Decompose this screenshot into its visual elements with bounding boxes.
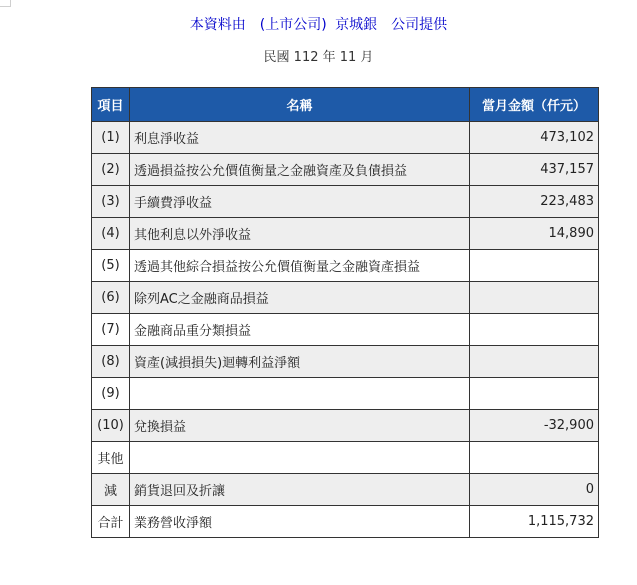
row-item: (7)	[92, 314, 130, 346]
row-name: 銷貨退回及折讓	[130, 474, 470, 506]
row-amount	[470, 378, 599, 410]
provider-line: 本資料由 (上市公司) 京城銀 公司提供	[189, 17, 448, 33]
table-header-row	[92, 88, 599, 122]
column-header-name: 名稱	[130, 88, 470, 122]
table-row	[92, 314, 599, 346]
row-amount	[470, 282, 599, 314]
row-item: (3)	[92, 186, 130, 218]
row-item: (4)	[92, 218, 130, 250]
table-row	[92, 154, 599, 186]
row-item: (1)	[92, 122, 130, 154]
row-amount: 473,102	[470, 122, 599, 154]
row-item: 其他	[92, 442, 130, 474]
table-row	[92, 186, 599, 218]
row-amount: -32,900	[470, 410, 599, 442]
row-name: 其他利息以外淨收益	[130, 218, 470, 250]
row-item: 減	[92, 474, 130, 506]
table-row	[92, 218, 599, 250]
table-row	[92, 250, 599, 282]
row-item: (9)	[92, 378, 130, 410]
corner-mark	[0, 0, 11, 7]
row-amount	[470, 314, 599, 346]
table-row	[92, 474, 599, 506]
row-amount	[470, 346, 599, 378]
row-name: 手續費淨收益	[130, 186, 470, 218]
row-name: 兌換損益	[130, 410, 470, 442]
column-header-amount: 當月金額（仟元）	[470, 88, 599, 122]
row-amount: 223,483	[470, 186, 599, 218]
row-name	[130, 442, 470, 474]
table-row	[92, 378, 599, 410]
column-header-item: 項目	[92, 88, 130, 122]
row-item: (8)	[92, 346, 130, 378]
report-period: 民國 112 年 11 月	[263, 50, 374, 65]
table-row	[92, 122, 599, 154]
row-name: 業務營收淨額	[130, 506, 470, 538]
row-name: 利息淨收益	[130, 122, 470, 154]
row-amount	[470, 250, 599, 282]
row-name: 資產(減損損失)迴轉利益淨額	[130, 346, 470, 378]
table-row	[92, 442, 599, 474]
table-row	[92, 410, 599, 442]
revenue-table	[91, 87, 599, 538]
row-item: (5)	[92, 250, 130, 282]
row-item: (2)	[92, 154, 130, 186]
row-item: 合計	[92, 506, 130, 538]
row-amount	[470, 442, 599, 474]
row-amount: 14,890	[470, 218, 599, 250]
table-row-total	[92, 506, 599, 538]
row-name: 除列AC之金融商品損益	[130, 282, 470, 314]
row-amount: 1,115,732	[470, 506, 599, 538]
row-name	[130, 378, 470, 410]
row-item: (6)	[92, 282, 130, 314]
table-row	[92, 282, 599, 314]
row-name: 透過損益按公允價值衡量之金融資產及負債損益	[130, 154, 470, 186]
table-row	[92, 346, 599, 378]
row-name: 透過其他綜合損益按公允價值衡量之金融資產損益	[130, 250, 470, 282]
row-amount: 437,157	[470, 154, 599, 186]
row-name: 金融商品重分類損益	[130, 314, 470, 346]
row-amount: 0	[470, 474, 599, 506]
row-item: (10)	[92, 410, 130, 442]
